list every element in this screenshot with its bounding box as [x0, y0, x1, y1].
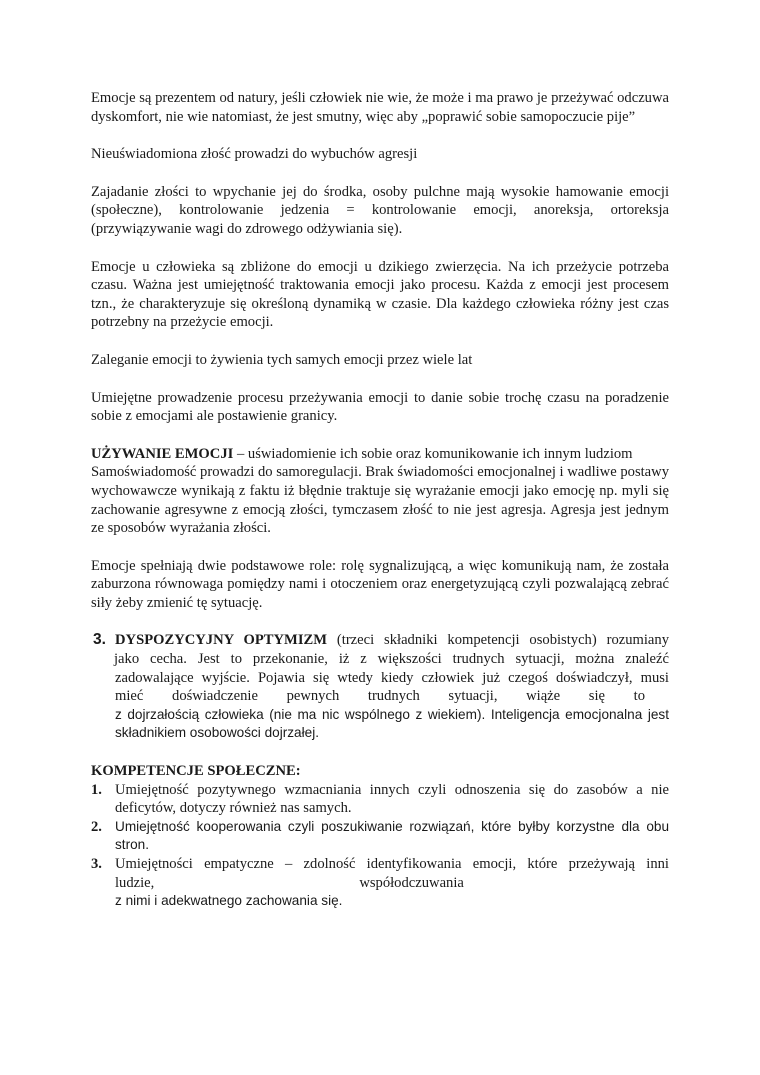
empathy-line-2 — [115, 874, 669, 893]
optimism-word: mieć — [115, 688, 144, 705]
optimism-line-3: zadowalające wyjście. Pojawia się wtedy kiedy człowiek już czegoś doświadczył, musi — [115, 669, 669, 686]
optimism-line-6: składnikiem osobowości dojrzałej. — [115, 725, 319, 741]
paragraph-emotion-process: Emocje u człowieka są zbliżone do emocji u dzikiego zwierzęcia. Na ich przeżycie potrzeba czasu. Ważna jest umiejętność traktowania emocji jako procesu. Każda z emocji jest procesem tzn., że charakteryzuje się określoną dynamiką w czasie. Dla każdego człowieka różny jest czas potrzebny na przeżycie emocji. — [91, 258, 669, 331]
social-competences-heading — [91, 762, 669, 781]
list-item — [91, 781, 669, 818]
optimism-word: pewnych — [286, 688, 340, 705]
optimism-word: trudnych — [367, 688, 420, 705]
empathy-line-1: Umiejętności empatyczne – zdolność identyfikowania emocji, które przeżywają inni — [115, 856, 669, 872]
section-optimism — [91, 631, 669, 743]
list-item-text: Umiejętność pozytywnego wzmacniania innych czyli odnoszenia się do zasobów a nie deficytów, dotyczy również nas samych. — [115, 781, 669, 817]
optimism-line-1-text: (trzeci składniki kompetencji osobistych) rozumiany — [327, 632, 669, 649]
list-item-number: 2. — [91, 818, 102, 835]
list-item-number: 3. — [91, 856, 102, 872]
social-competences-heading-text: KOMPETENCJE SPOŁECZNE: — [91, 763, 301, 780]
using-emotions-text: – uświadomienie ich sobie oraz komunikowanie ich innym ludziom — [233, 445, 633, 462]
paragraph-emotions-gift: Emocje są prezentem od natury, jeśli człowiek nie wie, że może i ma prawo je przeżywać odczuwa dyskomfort, nie wie natomiast, że jest smutny, więc aby „poprawić sobie samopoczucie pije” — [91, 90, 669, 125]
paragraph-self-awareness: Samoświadomość prowadzi do samoregulacji. Brak świadomości emocjonalnej i wadliwe postawy wychowawcze wynikają z faktu iż błędnie traktuje się wyrażanie emocji jako emocję np. myli się zachowanie agresywne z emocją złości, tymczasem złość to nie jest agresja. Agresja jest jednym ze sposobów wyrażania złości. — [91, 464, 669, 537]
optimism-word: sytuacji, — [448, 688, 498, 705]
list-item — [91, 818, 669, 855]
paragraph-eating-anger: Zajadanie złości to wpychanie jej do środka, osoby pulchne mają wysokie hamowanie emocji (społeczne), kontrolowanie jedzenia = kontrolowanie emocji, anoreksja, ortoreksja (przywiązywanie wagi do zdrowego odżywiania się). — [91, 183, 669, 237]
empathy-line-2-b: współodczuwania — [359, 874, 464, 891]
paragraph-emotion-boundaries: Umiejętne prowadzenie procesu przeżywania emocji to danie sobie trochę czasu na poradzenie sobie z emocjami ale postawienie granicy. — [91, 389, 669, 425]
optimism-word: wiąże — [526, 688, 561, 705]
optimism-line-4 — [115, 687, 645, 706]
list-item-text: Umiejętność kooperowania czyli poszukiwanie rozwiązań, które byłby korzystne dla obu stron. — [115, 818, 669, 853]
optimism-line-1 — [115, 631, 669, 650]
paragraph-unconscious-anger: Nieuświadomiona złość prowadzi do wybuchów agresji — [91, 146, 418, 163]
empathy-line-3: z nimi i adekwatnego zachowania się. — [115, 893, 343, 909]
optimism-word: się — [588, 688, 605, 705]
optimism-heading: DYSPOZYCYJNY OPTYMIZM — [115, 632, 328, 649]
using-emotions-heading: UŻYWANIE EMOCJI — [91, 445, 234, 462]
optimism-line-5: z dojrzałością człowieka (nie ma nic wspólnego z wiekiem). Inteligencja emocjonalna jest — [115, 706, 669, 722]
optimism-line-2: jako cecha. Jest to przekonanie, iż z większości trudnych sytuacji, można znaleźć — [114, 651, 669, 668]
list-item — [91, 855, 669, 911]
paragraph-using-emotions — [91, 445, 669, 464]
list-item-number: 1. — [91, 781, 102, 798]
empathy-line-2-a: ludzie, — [115, 874, 155, 891]
document-page — [91, 89, 669, 911]
optimism-word: doświadczenie — [172, 688, 258, 705]
paragraph-emotion-stagnation: Zaleganie emocji to żywienia tych samych emocji przez wiele lat — [91, 351, 473, 368]
paragraph-emotion-roles: Emocje spełniają dwie podstawowe role: rolę sygnalizującą, a więc komunikują nam, że została zaburzona równowaga pomiędzy nami i otoczeniem oraz energetyzującą czyli pozwalającą zebrać siły żeby zmienić tę sytuację. — [91, 557, 669, 611]
section-optimism-number: 3. — [93, 631, 106, 649]
optimism-word: to — [633, 688, 645, 705]
social-competences-list — [91, 781, 669, 911]
